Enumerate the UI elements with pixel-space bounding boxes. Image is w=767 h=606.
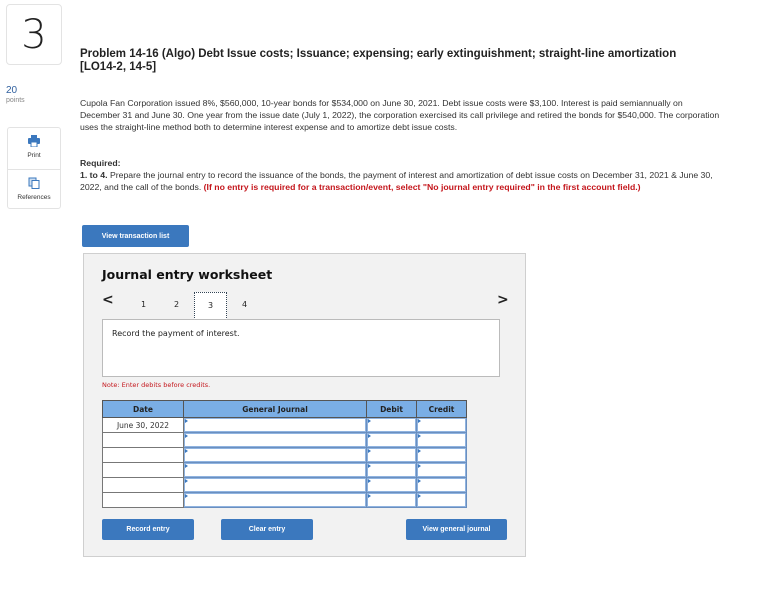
required-label: Required:: [80, 158, 121, 168]
col-credit: Credit: [417, 401, 467, 418]
col-general-journal: General Journal: [184, 401, 367, 418]
account-input[interactable]: [184, 493, 367, 508]
table-row: [103, 478, 467, 493]
tab-3[interactable]: 3: [194, 292, 227, 320]
credit-input[interactable]: [417, 493, 467, 508]
table-row: [103, 418, 467, 433]
print-label: Print: [27, 152, 41, 159]
problem-body: Cupola Fan Corporation issued 8%, $560,000, 10-year bonds for $534,000 on June 30, 2021. Debt issue costs were $3,100. Interest is paid semiannually on December 31 and June 30. One year from the issue date (July 1, 2022), the corporation exercised its call privilege and retired the bonds for $540,000. The corporation uses the straight-line method both to determine interest expense and to amortize debt issue costs.: [80, 98, 720, 132]
entry-description: Record the payment of interest.: [102, 319, 500, 377]
required-text: Prepare the journal entry to record the issuance of the bonds, the payment of interest and amortization of debt issue costs on December 31, 2021 & June 30, 2022, and the call of the bonds.: [80, 170, 713, 192]
col-debit: Debit: [367, 401, 417, 418]
points-value: 20: [6, 85, 18, 96]
debit-credit-note: Note: Enter debits before credits.: [102, 381, 211, 389]
view-transaction-list-button[interactable]: View transaction list: [82, 225, 189, 247]
table-row: [103, 493, 467, 508]
required-note: (If no entry is required for a transaction/event, select "No journal entry required" in the first account field.): [203, 182, 641, 192]
tab-2[interactable]: 2: [173, 300, 180, 309]
references-button[interactable]: [8, 169, 60, 210]
col-date: Date: [103, 401, 184, 418]
debit-input[interactable]: [367, 463, 417, 478]
account-input[interactable]: [184, 478, 367, 493]
account-input[interactable]: [184, 463, 367, 478]
debit-input[interactable]: [367, 478, 417, 493]
printer-icon: [28, 135, 40, 147]
debit-input[interactable]: [367, 448, 417, 463]
tools-panel: [7, 127, 61, 209]
next-arrow-icon[interactable]: >: [497, 292, 509, 308]
references-label: References: [17, 194, 51, 201]
date-cell[interactable]: [103, 448, 184, 463]
tab-1[interactable]: 1: [140, 300, 147, 309]
print-button[interactable]: [8, 128, 60, 169]
view-general-journal-button[interactable]: View general journal: [406, 519, 507, 540]
date-cell[interactable]: [103, 433, 184, 448]
account-input[interactable]: [184, 448, 367, 463]
credit-input[interactable]: [417, 433, 467, 448]
date-cell[interactable]: [103, 478, 184, 493]
tab-4[interactable]: 4: [241, 300, 248, 309]
prev-arrow-icon[interactable]: <: [102, 292, 114, 308]
date-cell[interactable]: [103, 493, 184, 508]
debit-input[interactable]: [367, 493, 417, 508]
table-row: [103, 448, 467, 463]
debit-input[interactable]: [367, 418, 417, 433]
worksheet-title: Journal entry worksheet: [102, 267, 273, 282]
points-label: points: [6, 97, 25, 104]
question-number: 3: [6, 4, 62, 65]
credit-input[interactable]: [417, 448, 467, 463]
journal-entry-worksheet: [83, 253, 526, 557]
date-cell[interactable]: June 30, 2022: [103, 418, 184, 433]
credit-input[interactable]: [417, 478, 467, 493]
table-row: [103, 433, 467, 448]
required-section: [80, 157, 720, 193]
account-input[interactable]: [184, 433, 367, 448]
required-number: 1. to 4.: [80, 170, 108, 180]
journal-table: [102, 400, 467, 508]
account-input[interactable]: [184, 418, 367, 433]
credit-input[interactable]: [417, 463, 467, 478]
clear-entry-button[interactable]: Clear entry: [221, 519, 313, 540]
credit-input[interactable]: [417, 418, 467, 433]
date-cell[interactable]: [103, 463, 184, 478]
table-row: [103, 463, 467, 478]
problem-title: Problem 14-16 (Algo) Debt Issue costs; Issuance; expensing; early extinguishment; straight-line amortization [LO14-2, 14-5]: [80, 48, 677, 73]
debit-input[interactable]: [367, 433, 417, 448]
record-entry-button[interactable]: Record entry: [102, 519, 194, 540]
copy-icon: [28, 177, 40, 189]
